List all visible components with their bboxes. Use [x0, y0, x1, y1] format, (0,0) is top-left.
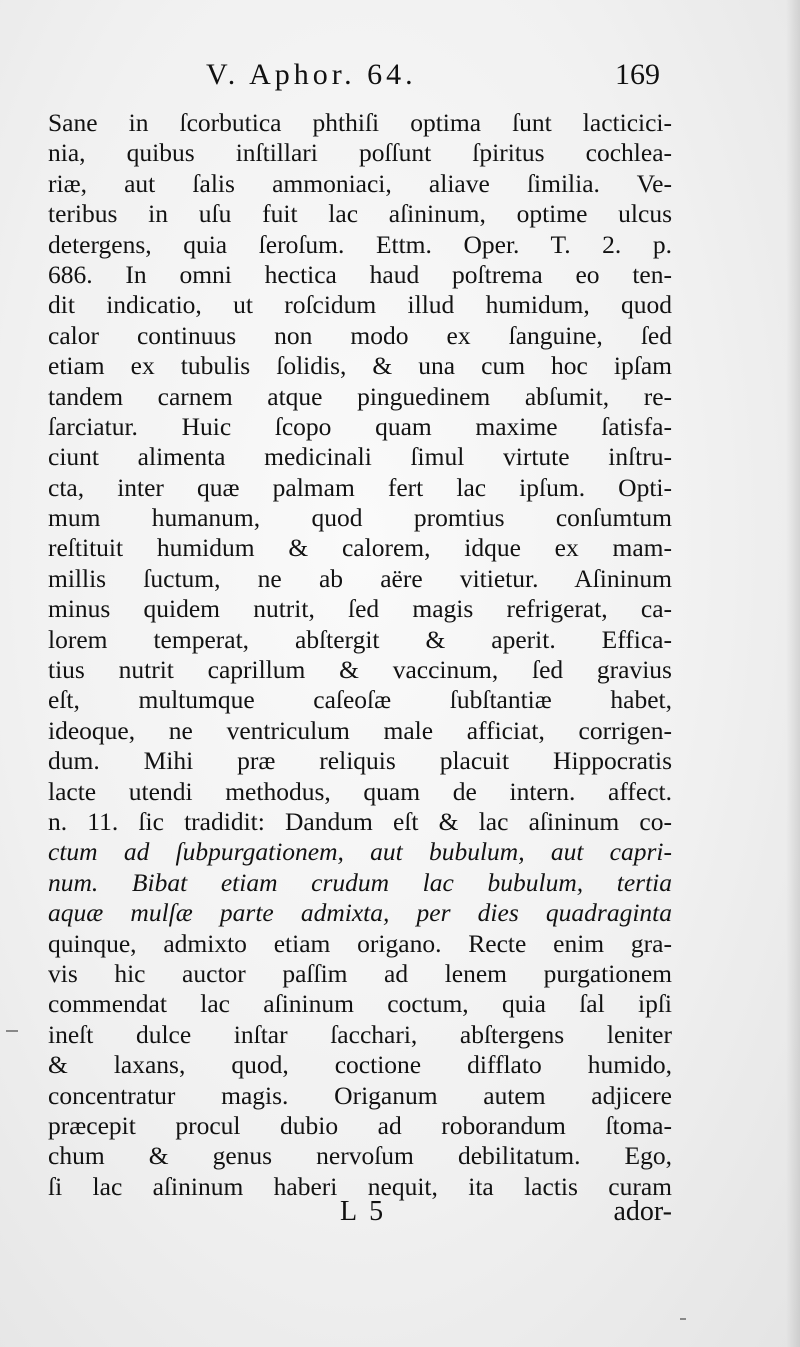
text-line: commendat lac aſininum coctum, quia ſal ipſi: [48, 989, 672, 1019]
text-line: ſi lac aſininum haberi nequit, ita lactis curam: [48, 1171, 672, 1201]
text-line: eſt, multumque caſeoſæ ſubſtantiæ habet,: [48, 685, 672, 715]
catchword: ador-: [613, 1196, 672, 1227]
text-line: minus quidem nutrit, ſed magis refrigerat, ca-: [48, 594, 672, 624]
text-line: n. 11. ſic tradidit: Dandum eſt & lac aſininum co-: [48, 806, 672, 836]
page-number: 169: [615, 58, 660, 91]
page-header: [48, 58, 660, 98]
text-line: dit indicatio, ut roſcidum illud humidum, quod: [48, 290, 672, 320]
text-line-italic: ctum ad ſubpurgationem, aut bubulum, aut capri-: [48, 837, 672, 867]
text-line: & laxans, quod, coctione difflato humido,: [48, 1050, 672, 1080]
text-line: 686. In omni hectica haud poſtrema eo ten-: [48, 259, 672, 289]
text-line: lacte utendi methodus, quam de intern. affect.: [48, 776, 672, 806]
paper-speck: [6, 1030, 18, 1032]
paper-speck: [680, 1318, 686, 1320]
page-footer: [48, 1196, 672, 1236]
text-line: calor continuus non modo ex ſanguine, ſed: [48, 320, 672, 350]
text-line: ideoque, ne ventriculum male afficiat, corrigen-: [48, 715, 672, 745]
text-line: mum humanum, quod promtius conſumtum: [48, 503, 672, 533]
text-line: concentratur magis. Origanum autem adjicere: [48, 1080, 672, 1110]
text-line: cta, inter quæ palmam fert lac ipſum. Opti-: [48, 472, 672, 502]
text-line: Sane in ſcorbutica phthiſi optima ſunt lacticici-: [48, 108, 672, 137]
signature-mark: L 5: [340, 1196, 387, 1227]
running-title: V. Aphor. 64.: [206, 58, 417, 91]
text-line: millis ſuctum, ne ab aëre vitietur. Aſininum: [48, 563, 672, 593]
text-line-italic: aquæ mulſæ parte admixta, per dies quadraginta: [48, 898, 672, 928]
text-line: etiam ex tubulis ſolidis, & una cum hoc ipſam: [48, 351, 672, 381]
text-line: chum & genus nervoſum debilitatum. Ego,: [48, 1141, 672, 1171]
text-line-italic: num. Bibat etiam crudum lac bubulum, tertia: [48, 867, 672, 897]
text-line: nia, quibus inſtillari poſſunt ſpiritus cochlea-: [48, 138, 672, 168]
text-line: ineſt dulce inſtar ſacchari, abſtergens leniter: [48, 1019, 672, 1049]
body-text: [48, 108, 672, 1202]
text-line: quinque, admixto etiam origano. Recte enim gra-: [48, 928, 672, 958]
text-line: tius nutrit caprillum & vaccinum, ſed gravius: [48, 655, 672, 685]
text-line: præcepit procul dubio ad roborandum ſtoma-: [48, 1110, 672, 1140]
text-line: detergens, quia ſeroſum. Ettm. Oper. T. 2. p.: [48, 229, 672, 259]
page-edge-shadow: [786, 0, 800, 1347]
text-line: riæ, aut ſalis ammoniaci, aliave ſimilia. Ve-: [48, 168, 672, 198]
text-line: tandem carnem atque pinguedinem abſumit, re-: [48, 381, 672, 411]
text-line: ciunt alimenta medicinali ſimul virtute inſtru-: [48, 442, 672, 472]
text-line: lorem temperat, abſtergit & aperit. Effica-: [48, 624, 672, 654]
text-line: reſtituit humidum & calorem, idque ex mam-: [48, 533, 672, 563]
text-line: teribus in uſu fuit lac aſininum, optime ulcus: [48, 199, 672, 229]
text-line: dum. Mihi præ reliquis placuit Hippocratis: [48, 746, 672, 776]
text-line: ſarciatur. Huic ſcopo quam maxime ſatisfa-: [48, 411, 672, 441]
text-line: vis hic auctor paſſim ad lenem purgationem: [48, 958, 672, 988]
